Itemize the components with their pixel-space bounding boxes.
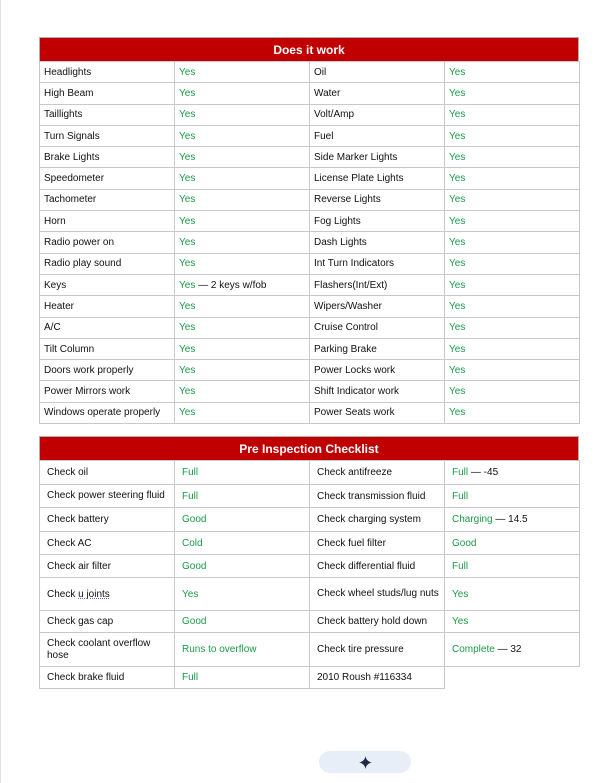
item-value xyxy=(175,274,310,295)
item-value-text: Yes xyxy=(179,407,196,419)
table-row xyxy=(40,532,580,555)
item-value-text: Yes xyxy=(449,194,466,206)
table-row xyxy=(40,402,580,423)
item-label-text: Parking Brake xyxy=(314,343,377,355)
item-value-text: Good xyxy=(452,537,477,549)
item-label xyxy=(40,338,175,359)
item-value xyxy=(445,253,580,274)
item-value xyxy=(445,211,580,232)
item-value xyxy=(445,104,580,125)
item-value-text: Yes xyxy=(179,364,196,376)
item-value xyxy=(445,555,580,578)
item-value xyxy=(175,667,310,689)
item-label-text: Power Mirrors work xyxy=(44,386,131,398)
item-note: — 14.5 xyxy=(492,514,528,525)
item-value-text: Yes xyxy=(179,151,196,163)
item-label xyxy=(40,104,175,125)
item-label-text: Check gas cap xyxy=(47,616,114,627)
item-label xyxy=(310,296,445,317)
item-value-text: Yes xyxy=(452,616,469,627)
item-label-text: Check coolant overflow hose xyxy=(47,637,151,661)
item-value-text: Full xyxy=(452,560,469,572)
table-row xyxy=(40,253,580,274)
pre-inspection-section xyxy=(39,436,579,689)
table-row xyxy=(40,211,580,232)
item-label xyxy=(40,83,175,104)
item-value-text: Yes xyxy=(449,215,466,227)
table-row xyxy=(40,317,580,338)
item-value xyxy=(175,211,310,232)
item-value xyxy=(175,125,310,146)
table-row xyxy=(40,125,580,146)
item-value xyxy=(175,611,310,633)
item-value xyxy=(175,62,310,83)
item-label-text: Check battery hold down xyxy=(317,616,428,627)
item-value-text: Good xyxy=(182,560,207,572)
item-label-text: Heater xyxy=(44,300,75,312)
table-row xyxy=(40,147,580,168)
item-label-text: Brake Lights xyxy=(44,151,100,163)
item-label-text: Power Seats work xyxy=(314,407,395,419)
item-label xyxy=(40,461,175,485)
item-label-text: Reverse Lights xyxy=(314,194,381,206)
table-row xyxy=(40,667,580,689)
table-row xyxy=(40,360,580,381)
item-value-text: Full xyxy=(182,490,199,502)
item-label-text: Fuel xyxy=(314,130,334,142)
item-value-text: Yes xyxy=(449,87,466,99)
item-value-text: Yes xyxy=(182,588,199,600)
section-header: Does it work xyxy=(39,37,579,61)
item-value-text: Full xyxy=(452,467,469,478)
item-label xyxy=(40,485,175,508)
item-label-text: Taillights xyxy=(44,109,83,121)
item-value xyxy=(175,532,310,555)
item-label-text: A/C xyxy=(44,322,61,334)
item-value xyxy=(175,485,310,508)
item-value-text: Full xyxy=(182,467,199,478)
item-value-text: Yes xyxy=(179,322,196,334)
item-label-text: Keys xyxy=(44,279,67,291)
item-value xyxy=(445,532,580,555)
item-label-underlined: u joints xyxy=(78,588,110,600)
item-note: — 2 keys w/fob xyxy=(195,279,267,291)
item-value xyxy=(445,147,580,168)
item-value xyxy=(175,461,310,485)
item-value xyxy=(175,104,310,125)
item-label xyxy=(40,381,175,402)
item-value xyxy=(445,461,580,485)
item-value xyxy=(445,168,580,189)
item-label xyxy=(40,611,175,633)
item-value-text: Yes xyxy=(449,407,466,419)
gemini-button[interactable] xyxy=(319,751,411,773)
item-value-text: Full xyxy=(452,490,469,502)
table-row xyxy=(40,555,580,578)
item-label-text: Check antifreeze xyxy=(317,467,393,478)
item-value xyxy=(175,168,310,189)
table-row xyxy=(40,168,580,189)
item-value xyxy=(175,555,310,578)
item-label-text: Check wheel studs/lug nuts xyxy=(317,588,439,599)
item-value xyxy=(445,125,580,146)
item-value-text: Yes xyxy=(452,588,469,600)
item-label xyxy=(310,189,445,210)
item-value-text: Yes xyxy=(449,279,466,291)
section-header: Pre Inspection Checklist xyxy=(39,436,579,460)
item-label-text: Tachometer xyxy=(44,194,97,206)
item-label-text: Horn xyxy=(44,215,66,227)
item-value xyxy=(175,253,310,274)
item-value-text: Yes xyxy=(449,237,466,249)
item-label xyxy=(310,62,445,83)
item-label xyxy=(310,104,445,125)
item-value-text: Yes xyxy=(179,386,196,398)
item-value-text: Yes xyxy=(449,173,466,185)
item-value-text: Runs to overflow xyxy=(182,644,257,655)
item-value-text: Yes xyxy=(179,237,196,249)
item-label xyxy=(40,360,175,381)
item-label xyxy=(40,189,175,210)
item-label xyxy=(40,168,175,189)
item-label xyxy=(310,633,445,667)
item-label-text: Check battery xyxy=(47,514,109,525)
item-value xyxy=(175,360,310,381)
item-label xyxy=(40,253,175,274)
item-value xyxy=(445,633,580,667)
item-label-text: License Plate Lights xyxy=(314,173,404,185)
item-value xyxy=(445,611,580,633)
item-label xyxy=(310,578,445,611)
item-value-text: Yes xyxy=(179,215,196,227)
item-label xyxy=(310,667,445,689)
item-label xyxy=(40,232,175,253)
item-label-text: Check differential fluid xyxy=(317,560,416,572)
item-label xyxy=(40,402,175,423)
item-label xyxy=(310,555,445,578)
table-row xyxy=(40,296,580,317)
item-value xyxy=(175,83,310,104)
item-value xyxy=(175,189,310,210)
item-value-text: Complete xyxy=(452,644,495,655)
item-label-text: Shift Indicator work xyxy=(314,386,400,398)
item-label-text: Tilt Column xyxy=(44,343,95,355)
item-label-text: Power Locks work xyxy=(314,364,396,376)
item-label-text: Fog Lights xyxy=(314,215,361,227)
table-row xyxy=(40,62,580,83)
item-label-text: Headlights xyxy=(44,66,92,78)
item-value-text: Cold xyxy=(182,537,203,549)
table-row xyxy=(40,508,580,532)
item-label xyxy=(310,381,445,402)
table-row xyxy=(40,611,580,633)
item-label xyxy=(310,360,445,381)
item-value xyxy=(445,578,580,611)
item-label xyxy=(40,147,175,168)
item-label-text: Turn Signals xyxy=(44,130,100,142)
item-label xyxy=(310,508,445,532)
item-value-text: Yes xyxy=(179,66,196,78)
table-row xyxy=(40,189,580,210)
item-value-text: Yes xyxy=(179,130,196,142)
item-label-text: Check charging system xyxy=(317,514,421,525)
item-label xyxy=(310,338,445,359)
item-label xyxy=(40,633,175,667)
item-value-text: Charging xyxy=(452,514,493,525)
empty-cell xyxy=(445,667,580,689)
item-label-text: Side Marker Lights xyxy=(314,151,398,163)
item-value-text: Yes xyxy=(449,364,466,376)
table-row xyxy=(40,461,580,485)
item-label xyxy=(40,296,175,317)
pre-inspection-table xyxy=(39,460,580,689)
item-label xyxy=(310,611,445,633)
item-label-text: Check oil xyxy=(47,467,89,478)
item-label xyxy=(310,147,445,168)
item-value-text: Yes xyxy=(449,386,466,398)
item-label-text: Check power steering fluid xyxy=(47,490,165,501)
item-value-text: Yes xyxy=(449,66,466,78)
item-label xyxy=(310,232,445,253)
table-row xyxy=(40,83,580,104)
item-value-text: Yes xyxy=(449,258,466,270)
item-note: — 32 xyxy=(494,644,522,655)
item-label-text: Check brake fluid xyxy=(47,672,125,683)
sparkle-icon xyxy=(359,756,372,769)
item-value xyxy=(445,338,580,359)
item-label-text: Speedometer xyxy=(44,173,105,185)
item-value-text: Yes xyxy=(449,343,466,355)
item-value-text: Yes xyxy=(179,194,196,206)
item-label-text: 2010 Roush #116334 xyxy=(317,672,412,683)
item-label-text: Cruise Control xyxy=(314,322,378,334)
item-label xyxy=(40,211,175,232)
item-value xyxy=(175,147,310,168)
item-label xyxy=(40,274,175,295)
item-label-text: Int Turn Indicators xyxy=(314,258,395,270)
item-label xyxy=(310,168,445,189)
does-it-work-table xyxy=(39,61,580,424)
item-value-text: Yes xyxy=(449,109,466,121)
item-value xyxy=(445,508,580,532)
item-label xyxy=(310,125,445,146)
item-label-text: Check air filter xyxy=(47,560,111,572)
item-value-text: Yes xyxy=(179,109,196,121)
item-value xyxy=(445,189,580,210)
item-label xyxy=(310,402,445,423)
item-value xyxy=(175,508,310,532)
item-value-text: Yes xyxy=(179,300,196,312)
item-value xyxy=(445,274,580,295)
item-label xyxy=(310,274,445,295)
item-value xyxy=(445,232,580,253)
item-label-text: Oil xyxy=(314,66,327,78)
item-label xyxy=(310,253,445,274)
item-label-text: High Beam xyxy=(44,87,94,99)
item-value xyxy=(175,402,310,423)
item-label xyxy=(40,532,175,555)
item-value xyxy=(175,633,310,667)
item-label xyxy=(310,317,445,338)
item-value-text: Yes xyxy=(449,151,466,163)
item-label xyxy=(40,62,175,83)
item-value-text: Yes xyxy=(449,130,466,142)
item-value-text: Yes xyxy=(179,343,196,355)
does-it-work-section xyxy=(39,37,579,424)
item-label-text: Windows operate properly xyxy=(44,407,161,419)
item-label xyxy=(40,125,175,146)
item-label xyxy=(40,667,175,689)
table-row xyxy=(40,633,580,667)
item-value xyxy=(445,360,580,381)
item-value-text: Yes xyxy=(179,279,196,291)
item-value-text: Good xyxy=(182,514,207,525)
table-row xyxy=(40,578,580,611)
item-value xyxy=(445,485,580,508)
item-value xyxy=(445,62,580,83)
item-label xyxy=(40,508,175,532)
table-row xyxy=(40,381,580,402)
item-value-text: Yes xyxy=(449,300,466,312)
table-row xyxy=(40,232,580,253)
item-value-text: Full xyxy=(182,672,199,683)
item-label-text: Check tire pressure xyxy=(317,644,404,655)
item-value xyxy=(175,317,310,338)
item-label xyxy=(40,578,175,611)
item-label-text: Check AC xyxy=(47,537,92,549)
item-label xyxy=(310,532,445,555)
item-label xyxy=(40,317,175,338)
item-value-text: Yes xyxy=(179,258,196,270)
item-label-text: Flashers(Int/Ext) xyxy=(314,279,388,291)
item-label-text: Check transmission fluid xyxy=(317,490,426,502)
table-row xyxy=(40,485,580,508)
item-label xyxy=(310,83,445,104)
item-value xyxy=(175,232,310,253)
item-label-text: Check fuel filter xyxy=(317,537,386,549)
item-label xyxy=(40,555,175,578)
table-row xyxy=(40,274,580,295)
item-note: — -45 xyxy=(468,467,499,478)
item-value xyxy=(445,381,580,402)
table-row xyxy=(40,104,580,125)
item-label-text: Dash Lights xyxy=(314,237,367,249)
item-label xyxy=(310,211,445,232)
item-value-text: Yes xyxy=(179,173,196,185)
item-value xyxy=(175,578,310,611)
item-value-text: Yes xyxy=(449,322,466,334)
item-value xyxy=(445,83,580,104)
item-value xyxy=(175,296,310,317)
item-label-text: Water xyxy=(314,87,341,99)
item-label-text: Wipers/Washer xyxy=(314,300,382,312)
item-value xyxy=(445,317,580,338)
item-value xyxy=(175,338,310,359)
item-value xyxy=(175,381,310,402)
item-label xyxy=(310,461,445,485)
item-value-text: Good xyxy=(182,616,207,627)
item-label-text: Doors work properly xyxy=(44,364,134,376)
item-label-text: Check xyxy=(47,588,79,600)
item-label xyxy=(310,485,445,508)
item-label-text: Volt/Amp xyxy=(314,109,355,121)
item-value xyxy=(445,402,580,423)
item-value xyxy=(445,296,580,317)
item-value-text: Yes xyxy=(179,87,196,99)
item-label-text: Radio play sound xyxy=(44,258,122,270)
item-label-text: Radio power on xyxy=(44,237,115,249)
table-row xyxy=(40,338,580,359)
